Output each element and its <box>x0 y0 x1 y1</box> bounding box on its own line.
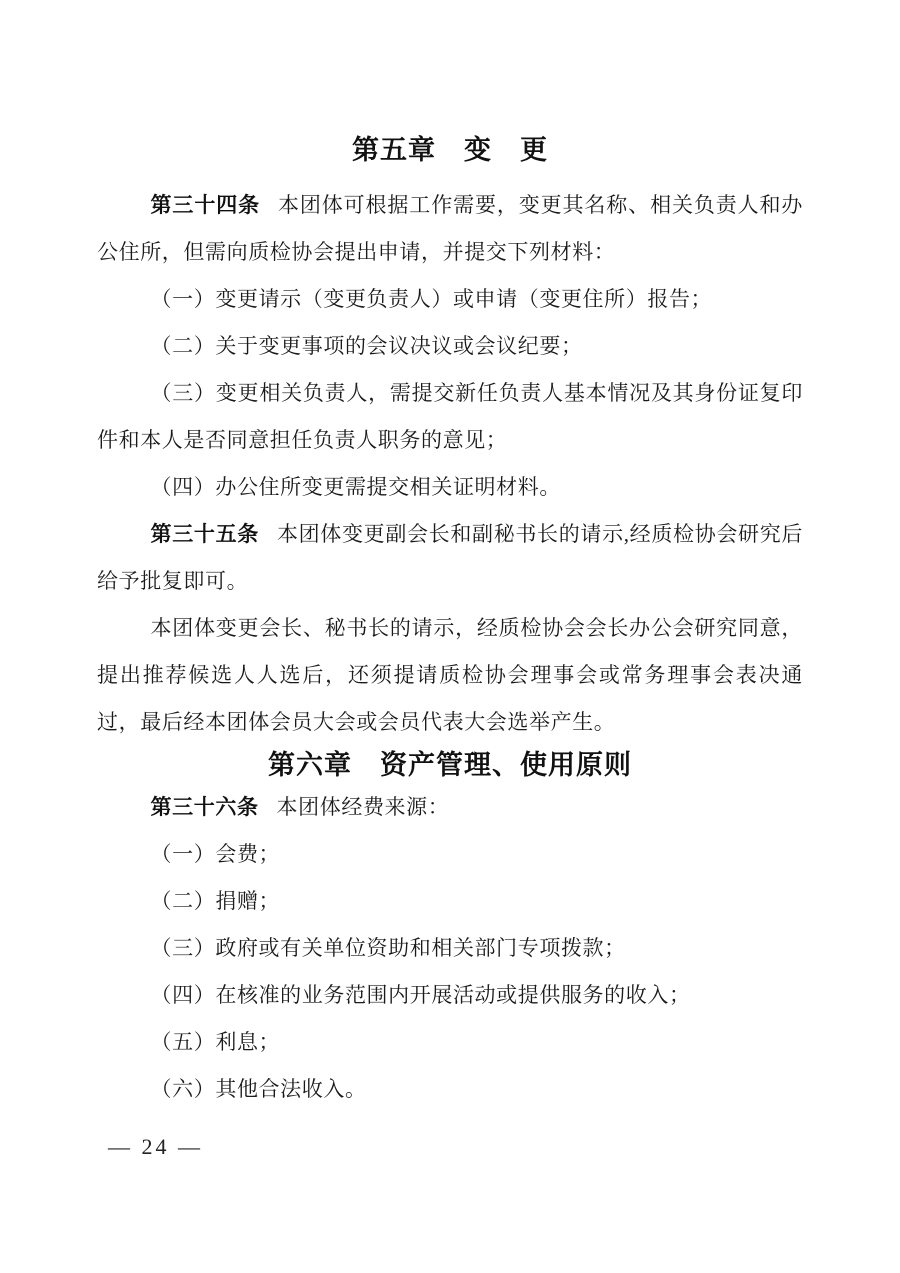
article-text: （二）关于变更事项的会议决议或会议纪要； <box>150 334 583 358</box>
article-paragraph <box>97 784 803 831</box>
article-text: 本团体可根据工作需要，变更其名称、相关负责人和办公住所，但需向质检协会提出申请，并提交下列材料： <box>97 193 803 264</box>
body-paragraph <box>97 605 803 746</box>
article-text: （二）捐赠； <box>150 889 281 913</box>
article-text: （一）会费； <box>150 842 281 866</box>
list-item-paragraph <box>97 323 803 370</box>
article-number-label: 第三十四条 <box>150 193 260 217</box>
list-item-paragraph <box>97 276 803 323</box>
list-item-paragraph <box>97 1019 803 1066</box>
article-text: （三）政府或有关单位资助和相关部门专项拨款； <box>150 936 626 960</box>
article-text: 本团体变更会长、秘书长的请示，经质检协会会长办公会研究同意，提出推荐候选人人选后，还须提请质检协会理事会或常务理事会表决通过，最后经本团体会员大会或会员代表大会选举产生。 <box>97 616 803 734</box>
article-number-label: 第三十六条 <box>150 795 259 819</box>
article-text: （四）在核准的业务范围内开展活动或提供服务的收入； <box>150 983 691 1007</box>
article-paragraph <box>97 182 803 276</box>
list-item-paragraph <box>97 925 803 972</box>
list-item-paragraph <box>97 972 803 1019</box>
article-text: 本团体经费来源： <box>276 795 450 819</box>
article-text: （一）变更请示（变更负责人）或申请（变更住所）报告； <box>150 287 713 311</box>
chapter-5-heading: 第五章 变 更 <box>352 135 548 165</box>
article-number-label: 第三十五条 <box>150 522 259 546</box>
list-item-paragraph <box>97 831 803 878</box>
list-item-paragraph <box>97 1066 803 1113</box>
list-item-paragraph <box>97 370 803 464</box>
article-text: （六）其他合法收入。 <box>150 1077 367 1101</box>
article-text: （五）利息； <box>150 1030 281 1054</box>
list-item-paragraph <box>97 878 803 925</box>
chapter-6-heading: 第六章 资产管理、使用原则 <box>268 750 632 780</box>
article-text: 本团体变更副会长和副秘书长的请示,经质检协会研究后给予批复即可。 <box>97 522 804 593</box>
page-number: — 24 — <box>108 1134 203 1159</box>
article-text: （四）办公住所变更需提交相关证明材料。 <box>150 475 561 499</box>
article-paragraph <box>97 511 803 605</box>
article-text: （三）变更相关负责人，需提交新任负责人基本情况及其身份证复印件和本人是否同意担任负责人职务的意见； <box>97 381 803 452</box>
list-item-paragraph <box>97 464 803 511</box>
